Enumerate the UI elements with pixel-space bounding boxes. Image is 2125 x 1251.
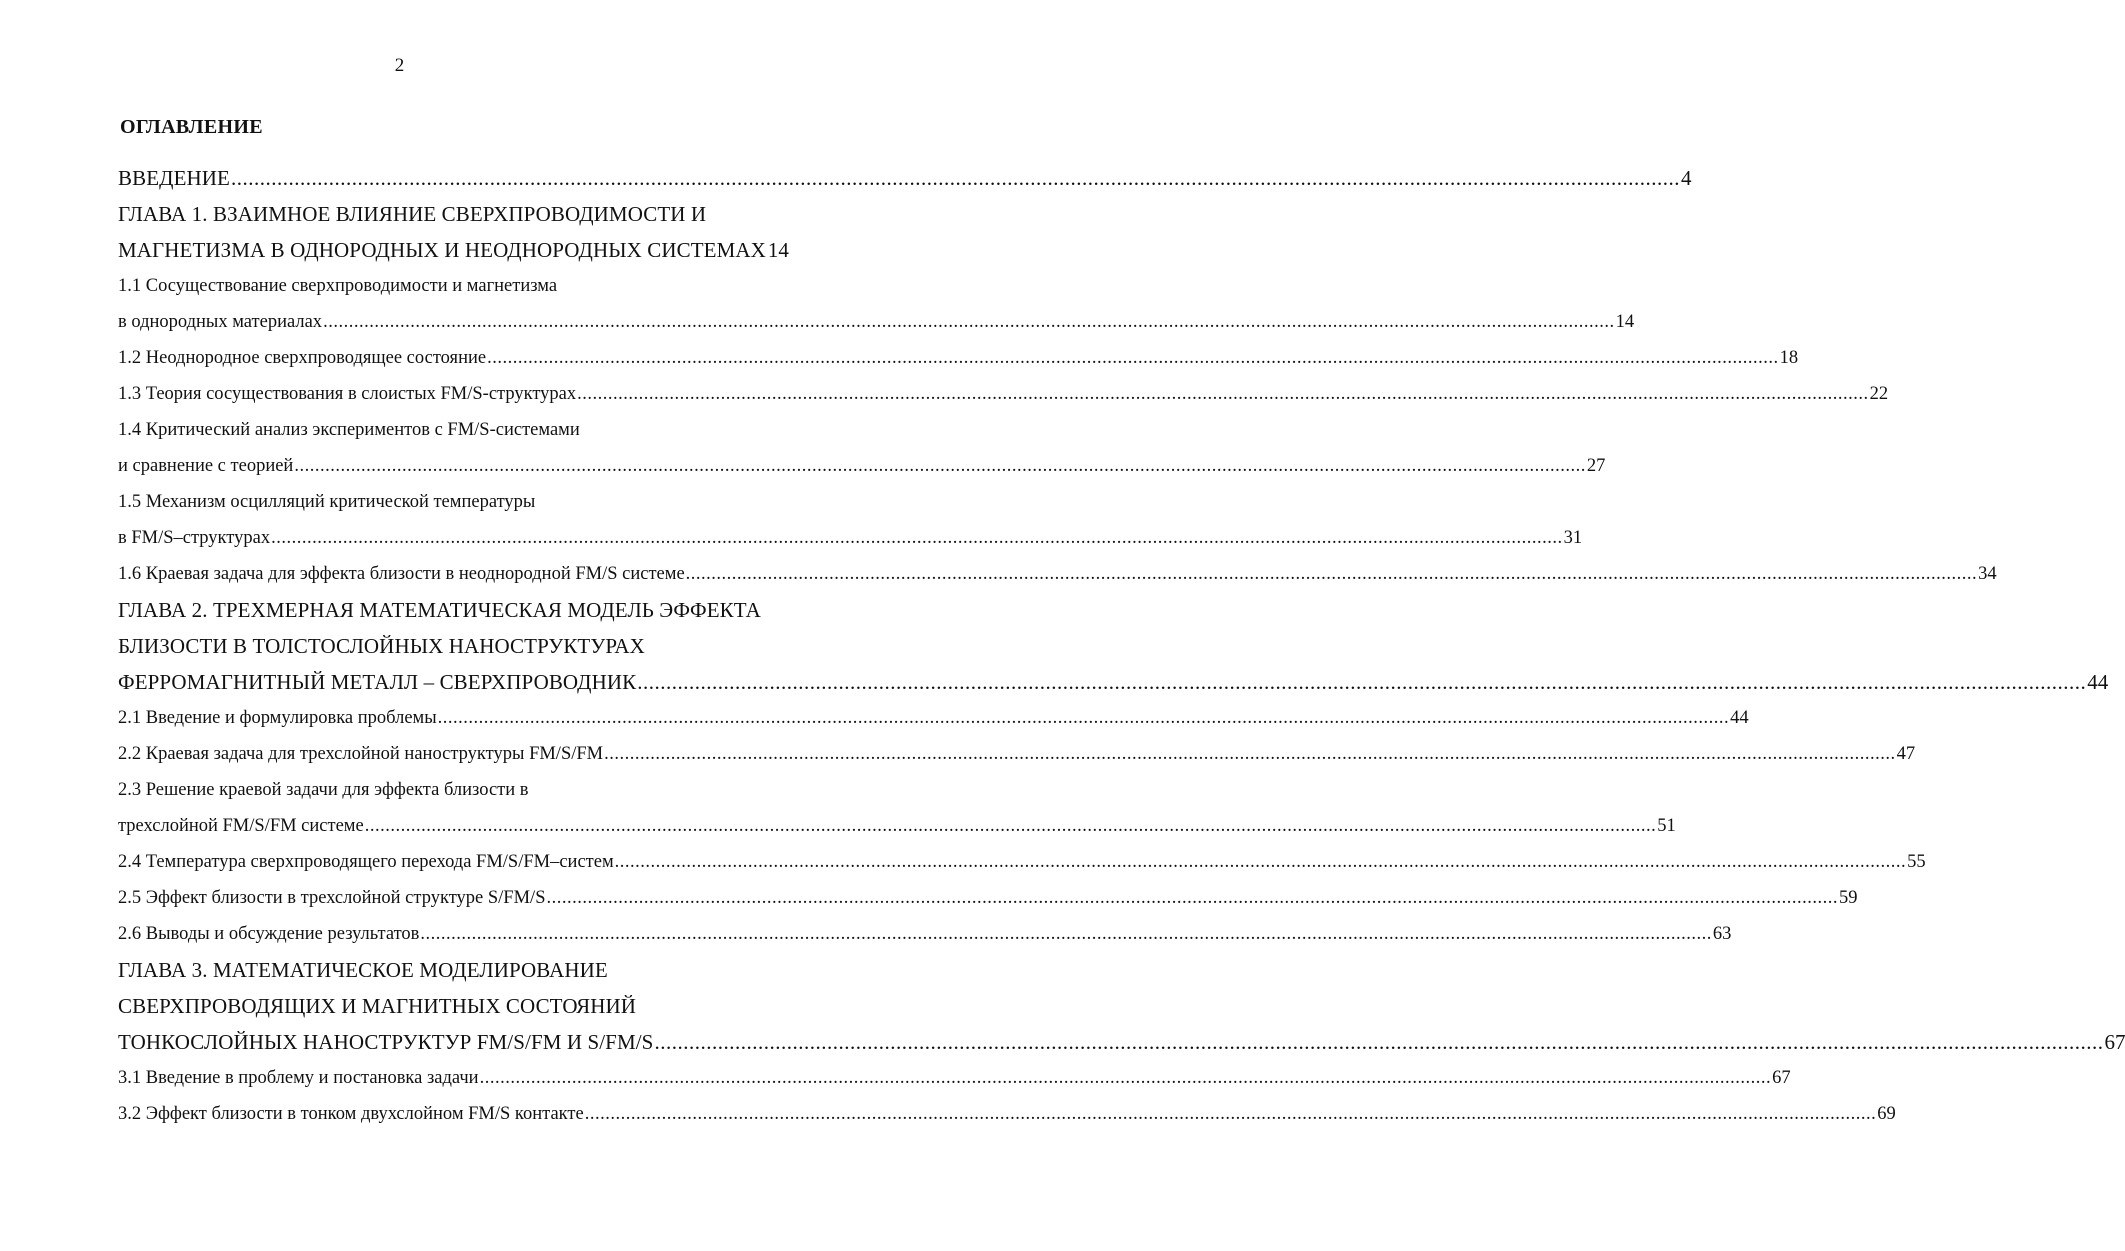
toc-page-number: 4	[1680, 166, 1692, 190]
toc-leader-dots	[615, 844, 1907, 880]
toc-chapter-line	[118, 232, 789, 268]
toc-section-line	[118, 520, 1583, 556]
toc-page-number: 51	[1657, 816, 1676, 836]
toc-chapter-line	[118, 1024, 2125, 1060]
toc-leader-dots	[577, 376, 1869, 412]
toc-chapter-line	[118, 664, 2109, 700]
toc-leader-dots	[480, 1060, 1772, 1096]
toc-entry-text: 3.1 Введение в проблему и постановка задачи	[118, 1068, 479, 1088]
toc-entry-text: 1.2 Неоднородное сверхпроводящее состояние	[118, 348, 487, 368]
toc-section-line	[118, 1096, 1896, 1132]
toc-entry-text: в однородных материалах	[118, 312, 323, 332]
toc-page-number: 27	[1586, 456, 1606, 476]
toc-page-number: 47	[1896, 744, 1916, 764]
toc-entry-text: 1.1 Сосуществование сверхпроводимости и магнетизма	[118, 276, 558, 296]
toc-page-number: 18	[1779, 348, 1799, 368]
toc-leader-dots	[654, 1024, 2103, 1060]
toc-entry-text: в FM/S–структурах	[118, 528, 271, 548]
toc-section-line	[118, 340, 1799, 376]
toc-chapter-line	[118, 628, 750, 664]
toc-page-number: 69	[1877, 1104, 1896, 1124]
toc-chapter-line	[118, 988, 750, 1024]
toc-section-line	[118, 844, 1926, 880]
toc-section-line	[118, 772, 750, 808]
toc-entry-text: 3.2 Эффект близости в тонком двухслойном FM/S контакте	[118, 1104, 584, 1124]
toc-entry-text: трехслойной FM/S/FM системе	[118, 816, 364, 836]
toc-entry-text: 1.3 Теория сосуществования в слоистых FM/S-структурах	[118, 384, 577, 404]
toc-page-number: 44	[2087, 670, 2109, 694]
toc-section-line	[118, 736, 1916, 772]
toc-page-number: 34	[1978, 564, 1997, 584]
toc-entry-text: 2.5 Эффект близости в трехслойной структуре S/FM/S	[118, 888, 546, 908]
toc-leader-dots	[271, 520, 1563, 556]
toc-entry-text: БЛИЗОСТИ В ТОЛСТОСЛОЙНЫХ НАНОСТРУКТУРАХ	[118, 634, 645, 658]
toc-chapter-line	[118, 196, 750, 232]
toc-entry-text: ГЛАВА 1. ВЗАИМНОЕ ВЛИЯНИЕ СВЕРХПРОВОДИМОСТИ И	[118, 202, 707, 226]
toc-entry-text: ТОНКОСЛОЙНЫХ НАНОСТРУКТУР FM/S/FM И S/FM/S	[118, 1030, 654, 1054]
toc-section-line	[118, 448, 1606, 484]
page-number: 2	[394, 55, 405, 76]
toc-entry-text: 1.5 Механизм осцилляций критической температуры	[118, 492, 536, 512]
toc-page-number: 22	[1869, 384, 1889, 404]
toc-entry-text: 2.2 Краевая задача для трехслойной наноструктуры FM/S/FM	[118, 744, 604, 764]
toc-section-line	[118, 412, 750, 448]
toc-section-line	[118, 484, 750, 520]
toc-page-number: 63	[1712, 924, 1732, 944]
toc-chapter-line	[118, 592, 761, 628]
toc-leader-dots	[585, 1096, 1877, 1132]
toc-leader-dots	[365, 808, 1657, 844]
toc-section-line	[118, 700, 1749, 736]
toc-page-number: 31	[1563, 528, 1583, 548]
toc-section-line	[118, 268, 750, 304]
toc-entry-text: СВЕРХПРОВОДЯЩИХ И МАГНИТНЫХ СОСТОЯНИЙ	[118, 994, 636, 1018]
toc-section-line	[118, 376, 1889, 412]
toc-section-line	[118, 808, 1676, 844]
toc-leader-dots	[323, 304, 1615, 340]
toc-entry-text: ГЛАВА 2. ТРЕХМЕРНАЯ МАТЕМАТИЧЕСКАЯ МОДЕЛЬ ЭФФЕКТА	[118, 598, 761, 622]
toc-section-line	[118, 916, 1732, 952]
toc-leader-dots	[231, 160, 1680, 196]
toc-page-number: 67	[2104, 1030, 2125, 1054]
toc-leader-dots	[604, 736, 1896, 772]
toc-entry-text: 2.4 Температура сверхпроводящего перехода FM/S/FM–систем	[118, 852, 614, 872]
toc-section-line	[118, 304, 1635, 340]
toc-leader-dots	[438, 700, 1730, 736]
toc-entry-text: ФЕРРОМАГНИТНЫЙ МЕТАЛЛ – СВЕРХПРОВОДНИК	[118, 670, 637, 694]
toc-entry-text: и сравнение с теорией	[118, 456, 294, 476]
toc-entry-text: 2.3 Решение краевой задачи для эффекта близости в	[118, 780, 529, 800]
toc-leader-dots	[294, 448, 1586, 484]
toc-page-number: 44	[1730, 708, 1749, 728]
toc-leader-dots	[420, 916, 1712, 952]
toc-leader-dots	[637, 664, 2086, 700]
toc-entry-text: 2.1 Введение и формулировка проблемы	[118, 708, 437, 728]
toc-entry-text: 1.6 Краевая задача для эффекта близости в неоднородной FM/S системе	[118, 564, 685, 584]
toc-chapter-line	[118, 952, 750, 988]
toc-entry-text: 2.6 Выводы и обсуждение результатов	[118, 924, 420, 944]
toc-entry-text: ВВЕДЕНИЕ	[118, 166, 230, 190]
toc-entry-text: ГЛАВА 3. МАТЕМАТИЧЕСКОЕ МОДЕЛИРОВАНИЕ	[118, 958, 608, 982]
toc-section-line	[118, 1060, 1791, 1096]
toc-section-line	[118, 556, 1997, 592]
table-of-contents	[118, 160, 2125, 1132]
toc-page-number: 14	[1615, 312, 1635, 332]
toc-section-line	[118, 880, 1858, 916]
toc-title: ОГЛАВЛЕНИЕ	[120, 116, 263, 138]
toc-page-number: 55	[1907, 852, 1926, 872]
toc-chapter-line	[118, 160, 1692, 196]
toc-page-number: 67	[1772, 1068, 1791, 1088]
toc-entry-text: МАГНЕТИЗМА В ОДНОРОДНЫХ И НЕОДНОРОДНЫХ СИСТЕМАХ	[118, 238, 766, 262]
toc-page-number: 14	[767, 238, 789, 262]
toc-entry-text: 1.4 Критический анализ экспериментов с FM/S-системами	[118, 420, 580, 440]
toc-leader-dots	[546, 880, 1838, 916]
toc-leader-dots	[686, 556, 1978, 592]
toc-leader-dots	[487, 340, 1779, 376]
toc-page-number: 59	[1838, 888, 1858, 908]
